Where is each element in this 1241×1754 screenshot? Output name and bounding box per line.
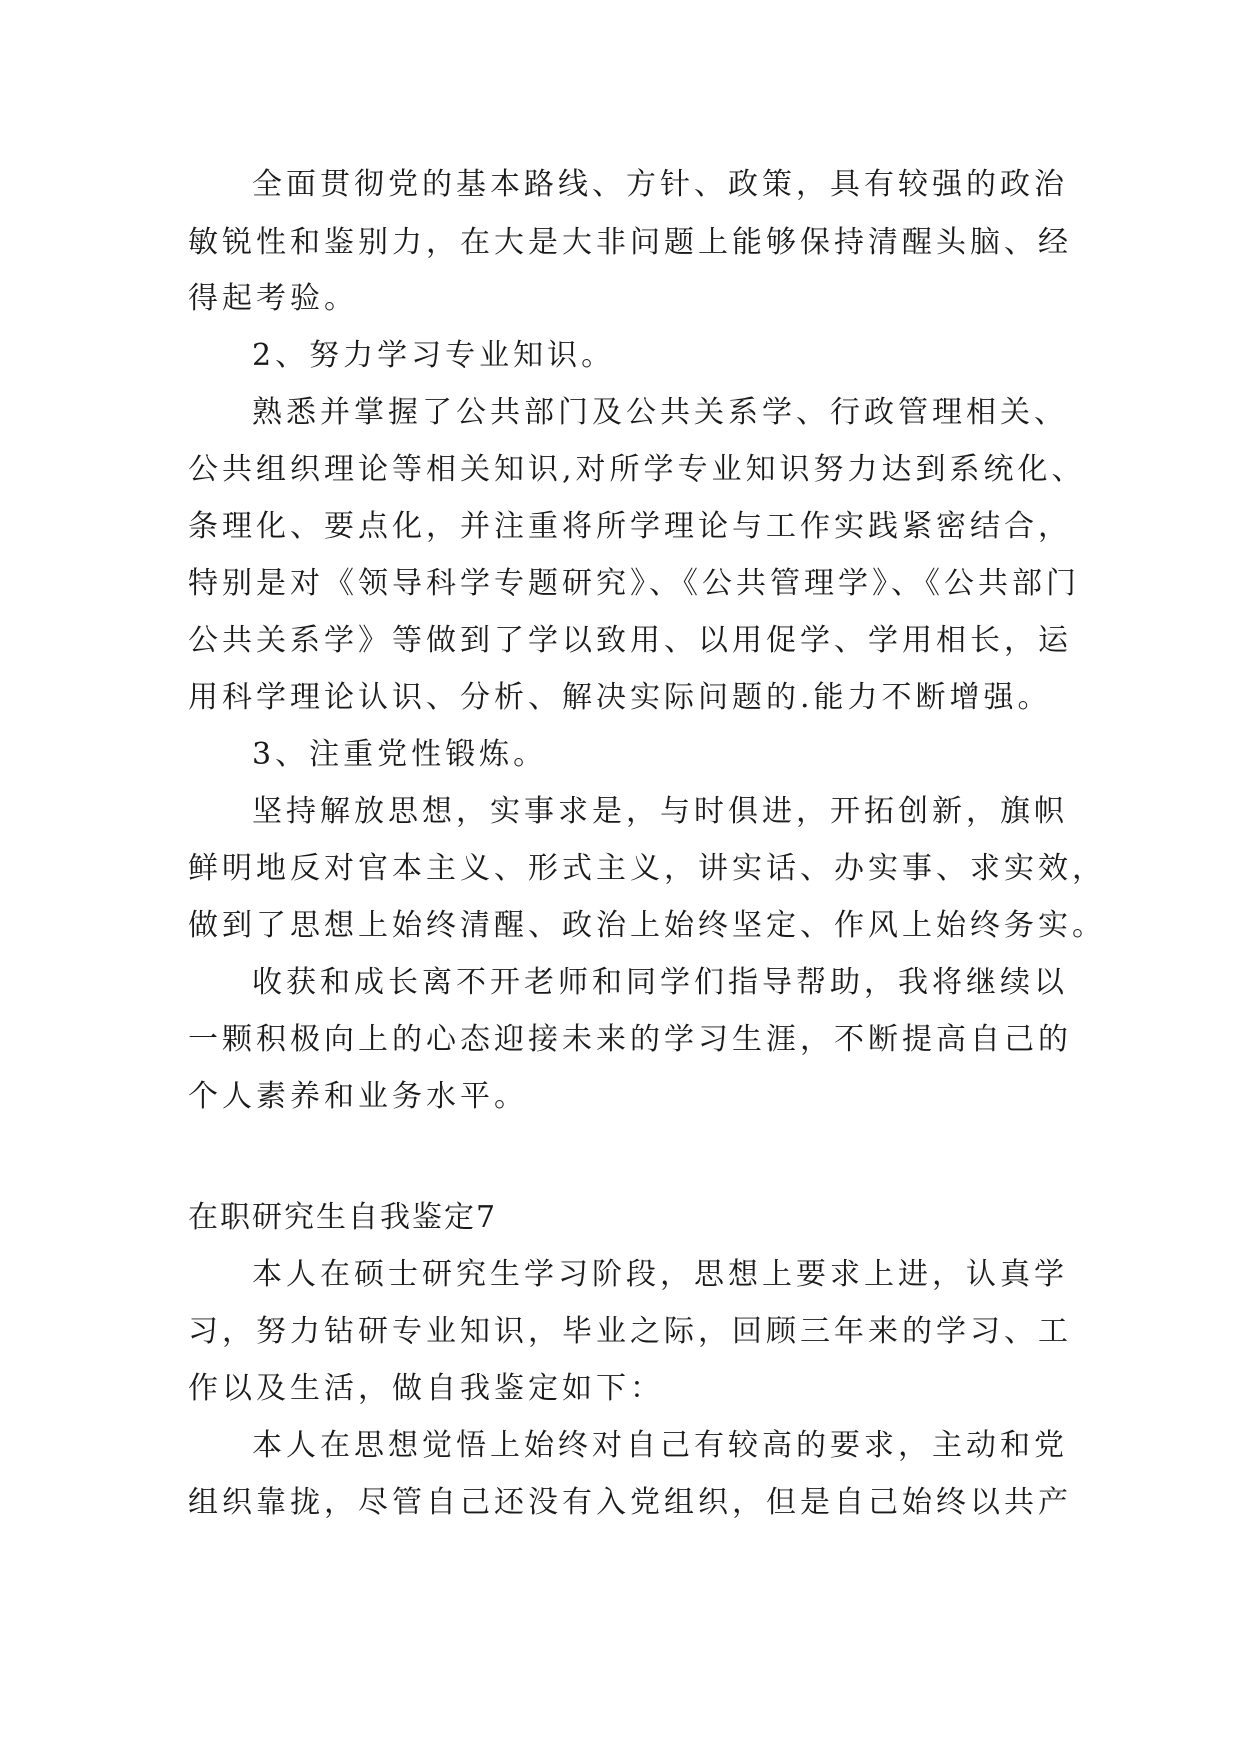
paragraph-line: 特别是对《领导科学专题研究》、《公共管理学》、《公共部门 bbox=[188, 566, 1080, 601]
paragraph-line: 收获和成长离不开老师和同学们指导帮助，我将继续以 bbox=[252, 965, 1068, 1000]
paragraph-line: 个人素养和业务水平。 bbox=[188, 1079, 528, 1114]
paragraph-line: 本人在思想觉悟上始终对自己有较高的要求，主动和党 bbox=[252, 1428, 1068, 1463]
paragraph-line: 全面贯彻党的基本路线、方针、政策，具有较强的政治 bbox=[252, 167, 1068, 202]
paragraph-line: 敏锐性和鉴别力，在大是大非问题上能够保持清醒头脑、经 bbox=[188, 225, 1072, 260]
paragraph-line: 条理化、要点化，并注重将所学理论与工作实践紧密结合， bbox=[188, 509, 1072, 544]
paragraph-line: 公共关系学》等做到了学以致用、以用促学、学用相长，运 bbox=[188, 623, 1072, 658]
paragraph-line: 公共组织理论等相关知识,对所学专业知识努力达到系统化、 bbox=[188, 452, 1086, 487]
document-title: 在职研究生自我鉴定7 bbox=[188, 1200, 498, 1235]
paragraph-line: 组织靠拢，尽管自己还没有入党组织，但是自己始终以共产 bbox=[188, 1485, 1072, 1520]
section-heading: 2、努力学习专业知识。 bbox=[252, 338, 616, 373]
paragraph-line: 坚持解放思想，实事求是，与时俱进，开拓创新，旗帜 bbox=[252, 794, 1068, 829]
paragraph-line: 熟悉并掌握了公共部门及公共关系学、行政管理相关、 bbox=[252, 395, 1068, 430]
paragraph-line: 本人在硕士研究生学习阶段，思想上要求上进，认真学 bbox=[252, 1257, 1068, 1292]
paragraph-line: 鲜明地反对官本主义、形式主义，讲实话、办实事、求实效， bbox=[188, 851, 1106, 886]
paragraph-line: 做到了思想上始终清醒、政治上始终坚定、作风上始终务实。 bbox=[188, 908, 1106, 943]
paragraph-line: 作以及生活，做自我鉴定如下： bbox=[188, 1371, 664, 1406]
paragraph-line: 用科学理论认识、分析、解决实际问题的.能力不断增强。 bbox=[188, 680, 1052, 715]
paragraph-line: 得起考验。 bbox=[188, 281, 358, 316]
section-heading: 3、注重党性锻炼。 bbox=[252, 737, 548, 772]
paragraph-line: 习，努力钻研专业知识，毕业之际，回顾三年来的学习、工 bbox=[188, 1314, 1072, 1349]
paragraph-line: 一颗积极向上的心态迎接未来的学习生涯，不断提高自己的 bbox=[188, 1022, 1072, 1057]
